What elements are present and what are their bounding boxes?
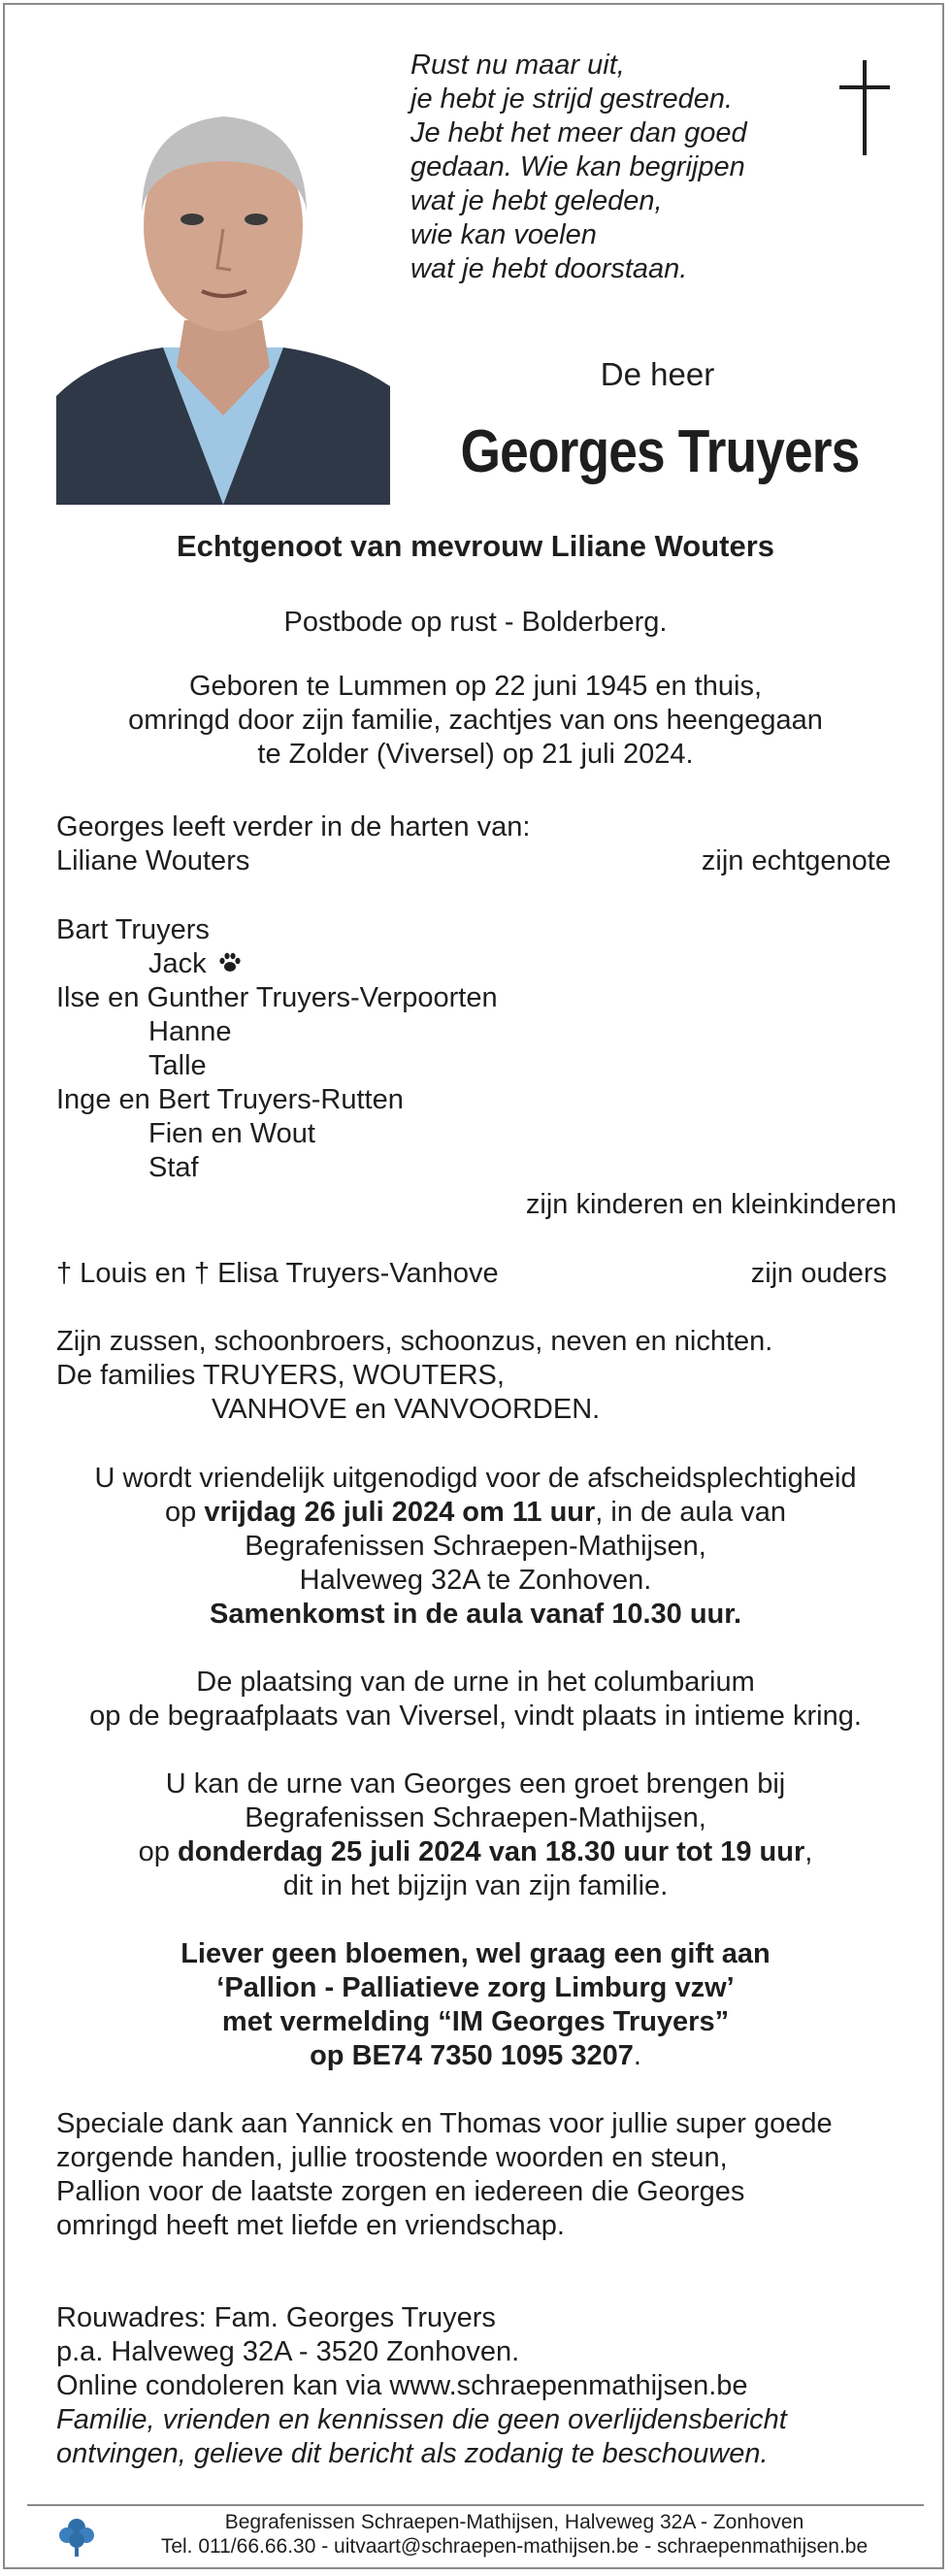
visit-line: U kan de urne van Georges een groet brengen bij <box>165 1768 786 1800</box>
visit-prefix: op <box>138 1836 178 1867</box>
poem-line: Je hebt het meer dan goed <box>410 117 747 149</box>
gift-line: ‘Pallion - Palliatieve zorg Limburg vzw’ <box>216 1972 735 2003</box>
deceased-name: Georges Truyers <box>460 418 860 485</box>
parents-names: † Louis en † Elisa Truyers-Vanhove <box>56 1258 499 1289</box>
ceremony-line: Begrafenissen Schraepen-Mathijsen, <box>245 1531 706 1562</box>
honorific-title: De heer <box>600 356 715 392</box>
ceremony-text <box>0 1462 951 1632</box>
gift-line: Liever geen bloemen, wel graag een gift aan <box>180 1938 771 1969</box>
visit-text <box>0 1767 951 1903</box>
occupation: Postbode op rust - Bolderberg. <box>283 607 668 638</box>
lives-on-heading: Georges leeft verder in de harten van: <box>56 811 531 842</box>
gift-period: . <box>633 2040 641 2071</box>
gathering-line: Samenkomst in de aula vanaf 10.30 uur. <box>210 1599 741 1630</box>
ceremony-suffix: , in de aula van <box>595 1497 786 1528</box>
ceremony-line: Halveweg 32A te Zonhoven. <box>299 1565 652 1596</box>
poem-line: wat je hebt geleden, <box>410 185 663 216</box>
urn-text <box>0 1666 951 1734</box>
thanks-text <box>56 2107 833 2243</box>
portrait-photo <box>56 66 390 505</box>
grandchild-name: Fien en Wout <box>148 1118 315 1149</box>
urn-line: De plaatsing van de urne in het columbarium <box>196 1667 755 1698</box>
birth-death-line: omringd door zijn familie, zachtjes van ons heengegaan <box>128 705 823 736</box>
gift-line <box>0 2039 951 2073</box>
thanks-line: Speciale dank aan Yannick en Thomas voor jullie super goede <box>56 2108 833 2139</box>
ceremony-line <box>0 1496 951 1530</box>
child-name: Inge en Bert Truyers-Rutten <box>56 1084 404 1115</box>
footer-line: Tel. 011/66.66.30 - uitvaart@schraepen-mathijsen.be - schraepenmathijsen.be <box>160 2535 869 2558</box>
ceremony-line: U wordt vriendelijk uitgenodigd voor de afscheidsplechtigheid <box>94 1463 857 1494</box>
notice-line: ontvingen, gelieve dit bericht als zodanig te beschouwen. <box>56 2438 769 2469</box>
spouse-line: Echtgenoot van mevrouw Liliane Wouters <box>176 529 775 563</box>
grandchild-name: Talle <box>148 1050 207 1081</box>
thanks-line: Pallion voor de laatste zorgen en iedereen die Georges <box>56 2176 745 2207</box>
gift-account: op BE74 7350 1095 3207 <box>310 2040 634 2071</box>
grandchild-name: Hanne <box>148 1016 232 1047</box>
gift-text <box>0 1937 951 2073</box>
visit-suffix: , <box>804 1836 813 1867</box>
spouse-relation: zijn echtgenote <box>701 845 891 876</box>
cross-icon <box>839 60 890 155</box>
ceremony-date: vrijdag 26 juli 2024 om 11 uur <box>204 1497 596 1528</box>
family-line: VANHOVE en VANVOORDEN. <box>212 1394 601 1425</box>
address-line: Online condoleren kan via www.schraepenmathijsen.be <box>56 2370 748 2401</box>
footer-line: Begrafenissen Schraepen-Mathijsen, Halveweg 32A - Zonhoven <box>224 2511 804 2533</box>
spouse-name: Liliane Wouters <box>56 845 250 876</box>
poem-line: gedaan. Wie kan begrijpen <box>410 151 745 182</box>
child-name: Bart Truyers <box>56 914 210 945</box>
grandchild-name <box>148 948 242 982</box>
address-block <box>56 2301 787 2471</box>
tree-logo-icon <box>56 2514 97 2559</box>
family-line: Zijn zussen, schoonbroers, schoonzus, neven en nichten. <box>56 1326 773 1357</box>
children-relation: zijn kinderen en kleinkinderen <box>525 1189 897 1220</box>
poem-line: wie kan voelen <box>410 219 597 250</box>
notice-line: Familie, vrienden en kennissen die geen overlijdensbericht <box>56 2404 787 2435</box>
parents-relation: zijn ouders <box>750 1258 887 1289</box>
thanks-line: omringd heeft met liefde en vriendschap. <box>56 2210 565 2241</box>
urn-line: op de begraafplaats van Viversel, vindt plaats in intieme kring. <box>89 1701 862 1732</box>
visit-line: dit in het bijzijn van zijn familie. <box>282 1870 669 1901</box>
birth-death-line: Geboren te Lummen op 22 juni 1945 en thuis, <box>188 671 763 702</box>
gift-line: met vermelding “IM Georges Truyers” <box>221 2006 730 2037</box>
pet-name: Jack <box>148 948 207 979</box>
visit-line: Begrafenissen Schraepen-Mathijsen, <box>245 1802 706 1833</box>
birth-death-text <box>0 670 951 772</box>
address-line: Rouwadres: Fam. Georges Truyers <box>56 2302 496 2333</box>
footer-divider <box>27 2504 924 2506</box>
poem-line: Rust nu maar uit, <box>410 50 625 81</box>
poem <box>410 49 799 286</box>
family-line: De families TRUYERS, WOUTERS, <box>56 1360 505 1391</box>
paw-icon <box>218 950 242 982</box>
child-name: Ilse en Gunther Truyers-Verpoorten <box>56 982 498 1013</box>
poem-line: wat je hebt doorstaan. <box>410 253 688 284</box>
ceremony-prefix: op <box>165 1497 205 1528</box>
birth-death-line: te Zolder (Viversel) op 21 juli 2024. <box>257 739 694 770</box>
thanks-line: zorgende handen, jullie troostende woorden en steun, <box>56 2142 728 2173</box>
address-line: p.a. Halveweg 32A - 3520 Zonhoven. <box>56 2336 520 2367</box>
visit-date: donderdag 25 juli 2024 van 18.30 uur tot 19 uur <box>178 1836 805 1867</box>
grandchild-name: Staf <box>148 1152 199 1183</box>
visit-line <box>0 1835 951 1869</box>
footer-text <box>97 2510 932 2559</box>
poem-line: je hebt je strijd gestreden. <box>410 83 734 115</box>
